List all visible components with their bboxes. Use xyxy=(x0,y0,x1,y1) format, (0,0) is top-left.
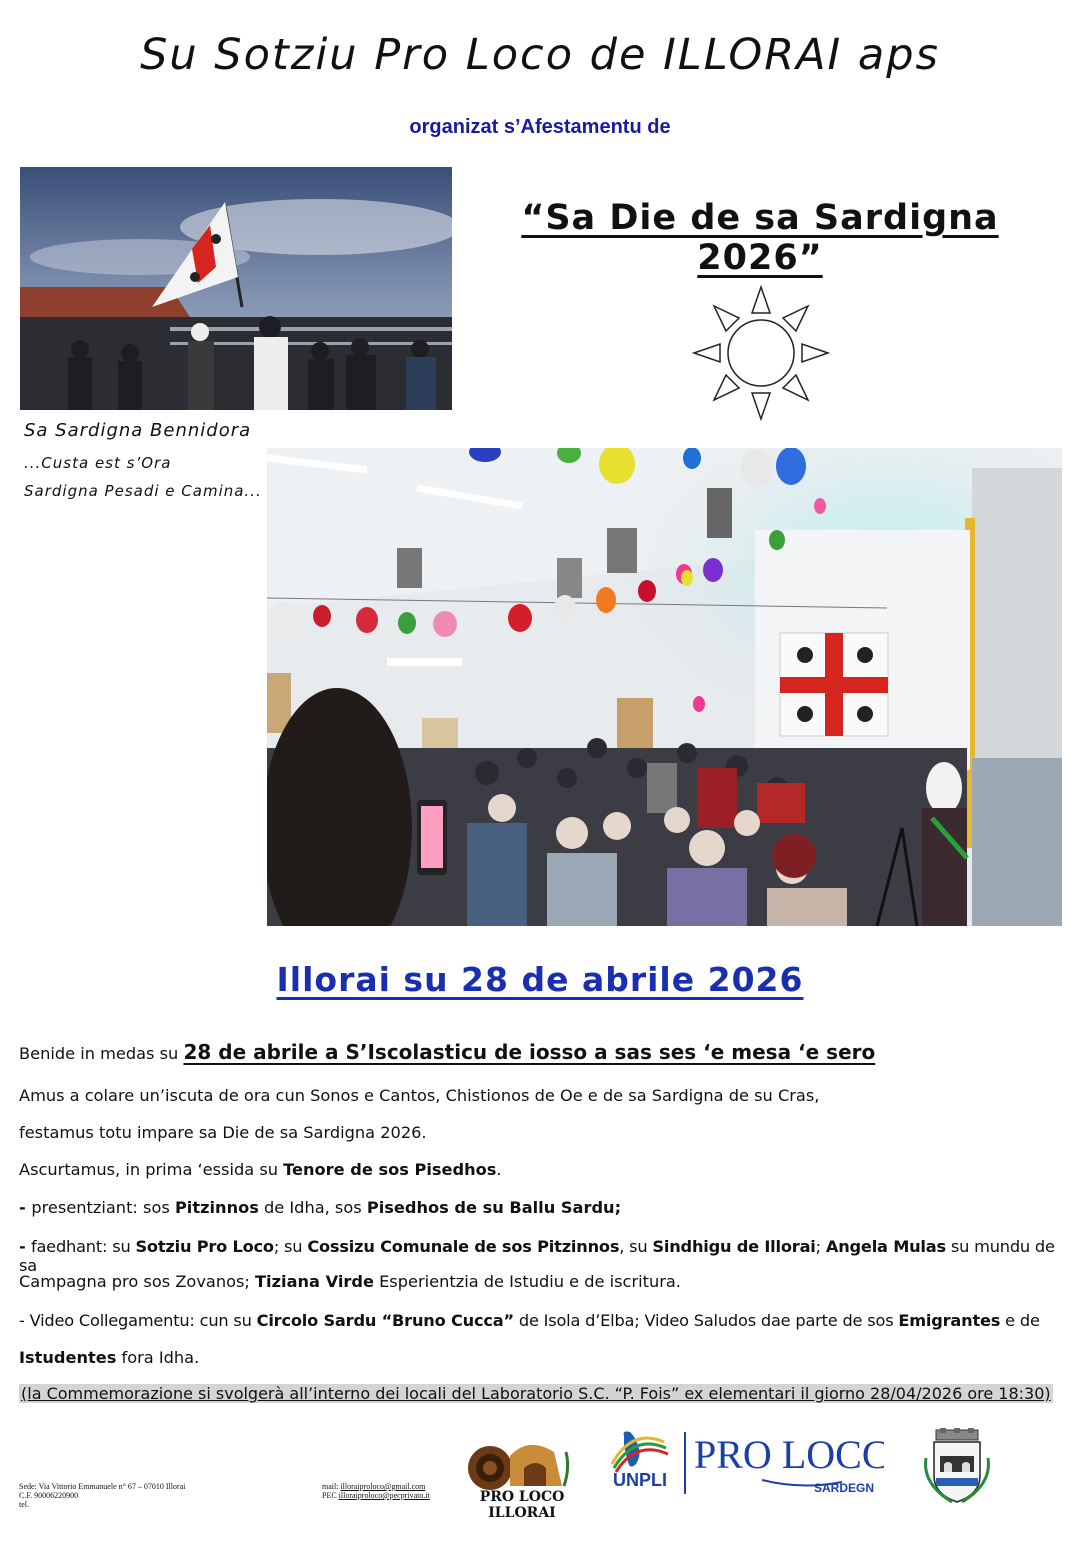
text-bold: Istudentes xyxy=(19,1348,117,1367)
pro-loco-illorai-logo xyxy=(466,1438,578,1520)
text-bold: Sindhigu de Illorai xyxy=(652,1237,816,1256)
motto-line-2: ...Custa est s’Ora xyxy=(24,454,172,472)
invitation-prefix: Benide in medas su xyxy=(19,1044,184,1063)
sardegna-text: SARDEGN xyxy=(814,1481,875,1495)
poster-title: Su Sotziu Pro Loco de ILLORAI aps xyxy=(140,30,940,80)
program-line-2: festamus totu impare sa Die de sa Sardigna 2026. xyxy=(19,1123,427,1142)
text-bold: Tiziana Virde xyxy=(255,1272,374,1291)
text: presentziant: sos xyxy=(31,1198,175,1217)
text: Ascurtamus, in prima ‘essida su xyxy=(19,1160,284,1179)
text-bold: Pitzinnos xyxy=(174,1198,259,1217)
program-line-5 xyxy=(19,1237,1064,1275)
photo-flag-outdoors xyxy=(20,167,452,410)
dash: - xyxy=(19,1237,31,1256)
text: ; su xyxy=(273,1237,308,1256)
photo-indoor-event xyxy=(267,448,1062,926)
program-line-3 xyxy=(19,1160,1064,1179)
logo-text-line-2: ILLORAI xyxy=(488,1505,556,1520)
dash: - xyxy=(19,1198,32,1217)
logo-text-line-1: PRO LOCO xyxy=(479,1489,565,1505)
sun-icon xyxy=(690,285,832,423)
text: . xyxy=(496,1160,502,1179)
text: e de xyxy=(1000,1311,1040,1330)
footer-contact-block xyxy=(322,1482,430,1500)
text: Campagna pro sos Zovanos; xyxy=(19,1272,256,1291)
footer-cf: C.F. 90006220900 xyxy=(19,1491,79,1500)
text-bold: Tenore de sos Pisedhos xyxy=(283,1160,497,1179)
program-line-4 xyxy=(19,1198,1064,1217)
text: - Video Collegamentu: cun su xyxy=(19,1311,257,1330)
photo-flag-outdoors-illustration xyxy=(20,167,452,410)
event-date-heading: Illorai su 28 de abrile 2026 xyxy=(276,960,804,999)
program-line-7 xyxy=(19,1311,1064,1330)
photo-indoor-event-illustration xyxy=(267,448,1062,926)
footer-mail-link[interactable]: illoraiproloco@gmail.com xyxy=(340,1482,426,1491)
text-bold: Circolo Sardu “Bruno Cucca” xyxy=(256,1311,514,1330)
text-bold: Emigrantes xyxy=(898,1311,1001,1330)
footer-tel: tel. xyxy=(19,1500,29,1509)
poster-subtitle: organizat s’Afestamentu de xyxy=(409,116,671,138)
text: de Isola d’Elba; Video Saludos dae parte de sos xyxy=(513,1311,899,1330)
event-title: “Sa Die de sa Sardigna 2026” xyxy=(521,198,999,278)
program-line-1: Amus a colare un’iscuta de ora cun Sonos e Cantos, Chistionos de Oe e de sa Sardigna de su Cras, xyxy=(19,1086,820,1105)
footer-mail-label: mail: xyxy=(322,1482,341,1491)
text: ; xyxy=(815,1237,826,1256)
text: su mundu de sa xyxy=(19,1237,1055,1275)
prolocc-text: PRO LOCC xyxy=(694,1432,884,1477)
text-bold: Cossizu Comunale de sos Pitzinnos xyxy=(307,1237,620,1256)
motto-line-1: Sa Sardigna Bennidora xyxy=(24,420,252,441)
text: , su xyxy=(619,1237,653,1256)
text: Esperientzia de Istudiu e de iscritura. xyxy=(373,1272,681,1291)
location-note: (la Commemorazione si svolgerà all’interno dei locali del Laboratorio S.C. “P. Fois” ex elementari il giorno 28/04/2026 ore 18:30) xyxy=(21,1384,1051,1403)
municipal-coat-of-arms-icon xyxy=(918,1428,996,1506)
footer-address: Sede: Via Vittorio Emmanuele n° 67 – 07010 Illorai xyxy=(19,1482,186,1491)
text: de Idha, sos xyxy=(258,1198,367,1217)
text-bold: Angela Mulas xyxy=(825,1237,946,1256)
invitation-line xyxy=(19,1040,1064,1064)
unpli-pro-loco-sardegna-logo xyxy=(602,1424,884,1504)
text-bold: Pisedhos de su Ballu Sardu; xyxy=(366,1198,622,1217)
text: fora Idha. xyxy=(116,1348,200,1367)
footer-pec-label: PEC xyxy=(322,1491,339,1500)
unpli-text: UNPLI xyxy=(613,1470,667,1490)
program-line-6 xyxy=(19,1272,1064,1291)
motto-line-3: Sardigna Pesadi e Camina... xyxy=(24,482,262,500)
invitation-date-place: 28 de abrile a S’Iscolasticu de iosso a sas ses ‘e mesa ‘e sero xyxy=(183,1040,876,1064)
text: faedhant: su xyxy=(30,1237,136,1256)
footer-pec-link[interactable]: illoraiproloco@pecprivato.it xyxy=(338,1491,430,1500)
program-line-8 xyxy=(19,1348,1064,1367)
text-bold: Sotziu Pro Loco xyxy=(135,1237,274,1256)
footer-address-block xyxy=(19,1482,185,1509)
